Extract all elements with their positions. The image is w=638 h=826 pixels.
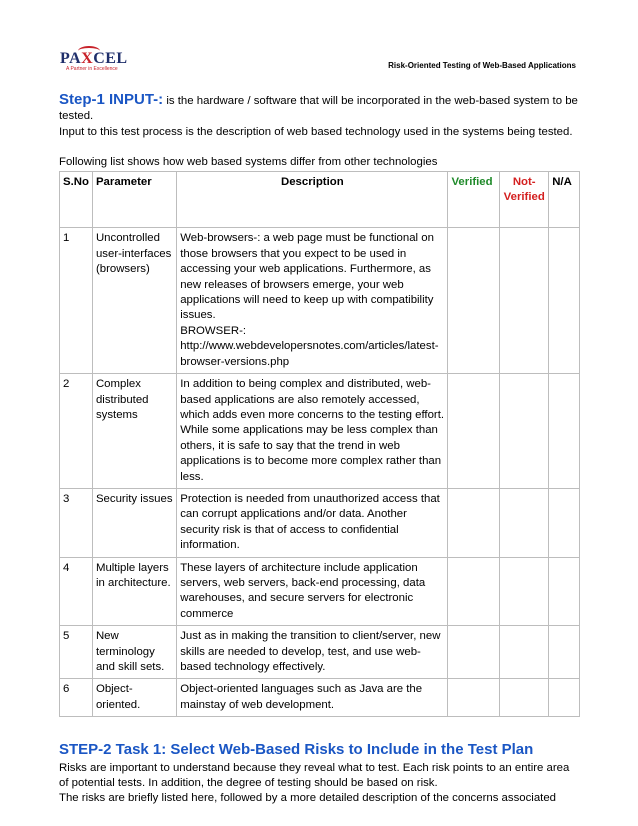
table-row <box>60 228 580 374</box>
row-description: In addition to being complex and distributed, web-based applications are also remotely accessed, which adds even more concerns to the testing effort. While some applications may be less complex than others, it is safe to say that the trend in web applications is to become more complex rather than less. <box>177 374 448 489</box>
row-parameter: Object-oriented. <box>92 679 176 717</box>
row-not-verified-cell[interactable] <box>500 374 549 489</box>
row-sno: 1 <box>60 228 93 374</box>
row-not-verified-cell[interactable] <box>500 228 549 374</box>
header-na: N/A <box>549 171 580 228</box>
step1-intro <box>59 92 581 125</box>
row-description-text: Web-browsers-: a web page must be functional on those browsers that you expect to be used in accessing your web applications. Furthermore, as new releases of browsers emerge, your web applications will need to keep up with compatibility issues. <box>180 232 434 322</box>
row-description: These layers of architecture include application servers, web servers, back-end processing, data warehouses, and secure servers for electronic commerce <box>177 557 448 626</box>
logo-name: PAXCEL <box>60 50 128 67</box>
row-na-cell[interactable] <box>549 679 580 717</box>
row-not-verified-cell[interactable] <box>500 626 549 679</box>
row-description: Just as in making the transition to client/server, new skills are needed to develop, test, and use web-based technology effectively. <box>177 626 448 679</box>
row-verified-cell[interactable] <box>448 679 500 717</box>
row-parameter: New terminology and skill sets. <box>92 626 176 679</box>
row-parameter: Multiple layers in architecture. <box>92 557 176 626</box>
row-sno: 3 <box>60 488 93 557</box>
table-row <box>60 626 580 679</box>
row-verified-cell[interactable] <box>448 228 500 374</box>
browser-versions-link[interactable]: http://www.webdevelopersnotes.com/articles/latest-browser-versions.php <box>180 340 439 368</box>
table-row <box>60 679 580 717</box>
row-not-verified-cell[interactable] <box>500 488 549 557</box>
list-intro: Following list shows how web based systems differ from other technologies <box>59 156 438 169</box>
header-description: Description <box>177 171 448 228</box>
step1-line2: Input to this test process is the description of web based technology used in the systems being tested. <box>59 125 573 138</box>
header-parameter: Parameter <box>92 171 176 228</box>
table-row <box>60 557 580 626</box>
row-na-cell[interactable] <box>549 228 580 374</box>
row-na-cell[interactable] <box>549 557 580 626</box>
row-sno: 6 <box>60 679 93 717</box>
header-sno: S.No <box>60 171 93 228</box>
row-not-verified-cell[interactable] <box>500 557 549 626</box>
row-sno: 4 <box>60 557 93 626</box>
step1-heading-rest: is the hardware / software that will be incorporated in the web-based system to be tested. <box>59 95 578 123</box>
web-differences-table <box>59 171 580 718</box>
row-description: Protection is needed from unauthorized access that can corrupt applications and/or data. Another security risk is that of access to confidential information. <box>177 488 448 557</box>
table-row <box>60 488 580 557</box>
step2-para1: Risks are important to understand because they reveal what to test. Each risk points to an entire area of potential tests. In addition, the degree of testing should be based on risk. <box>59 761 570 790</box>
row-parameter: Security issues <box>92 488 176 557</box>
row-verified-cell[interactable] <box>448 626 500 679</box>
page-header-title: Risk-Oriented Testing of Web-Based Applications <box>388 61 576 70</box>
row-na-cell[interactable] <box>549 488 580 557</box>
row-verified-cell[interactable] <box>448 488 500 557</box>
row-description <box>177 228 448 374</box>
row-description-extra: BROWSER-: <box>180 324 247 337</box>
row-description: Object-oriented languages such as Java are the mainstay of web development. <box>177 679 448 717</box>
row-na-cell[interactable] <box>549 626 580 679</box>
logo-swoosh-icon <box>78 46 100 56</box>
row-not-verified-cell[interactable] <box>500 679 549 717</box>
row-sno: 2 <box>60 374 93 489</box>
step1-heading: Step-1 INPUT-: <box>59 91 164 108</box>
table-header-row <box>60 171 580 228</box>
step2-heading: STEP-2 Task 1: Select Web-Based Risks to Include in the Test Plan <box>59 741 534 759</box>
paxcel-logo <box>60 50 128 78</box>
row-verified-cell[interactable] <box>448 374 500 489</box>
row-na-cell[interactable] <box>549 374 580 489</box>
header-not-verified: Not-Verified <box>500 171 549 228</box>
step2-para2: The risks are briefly listed here, followed by a more detailed description of the concerns associated <box>59 792 557 805</box>
logo-tagline: A Partner in Excellence <box>66 66 118 72</box>
header-verified: Verified <box>448 171 500 228</box>
table-row <box>60 374 580 489</box>
document-body <box>59 92 581 807</box>
row-sno: 5 <box>60 626 93 679</box>
row-verified-cell[interactable] <box>448 557 500 626</box>
row-parameter: Complex distributed systems <box>92 374 176 489</box>
row-parameter: Uncontrolled user-interfaces (browsers) <box>92 228 176 374</box>
